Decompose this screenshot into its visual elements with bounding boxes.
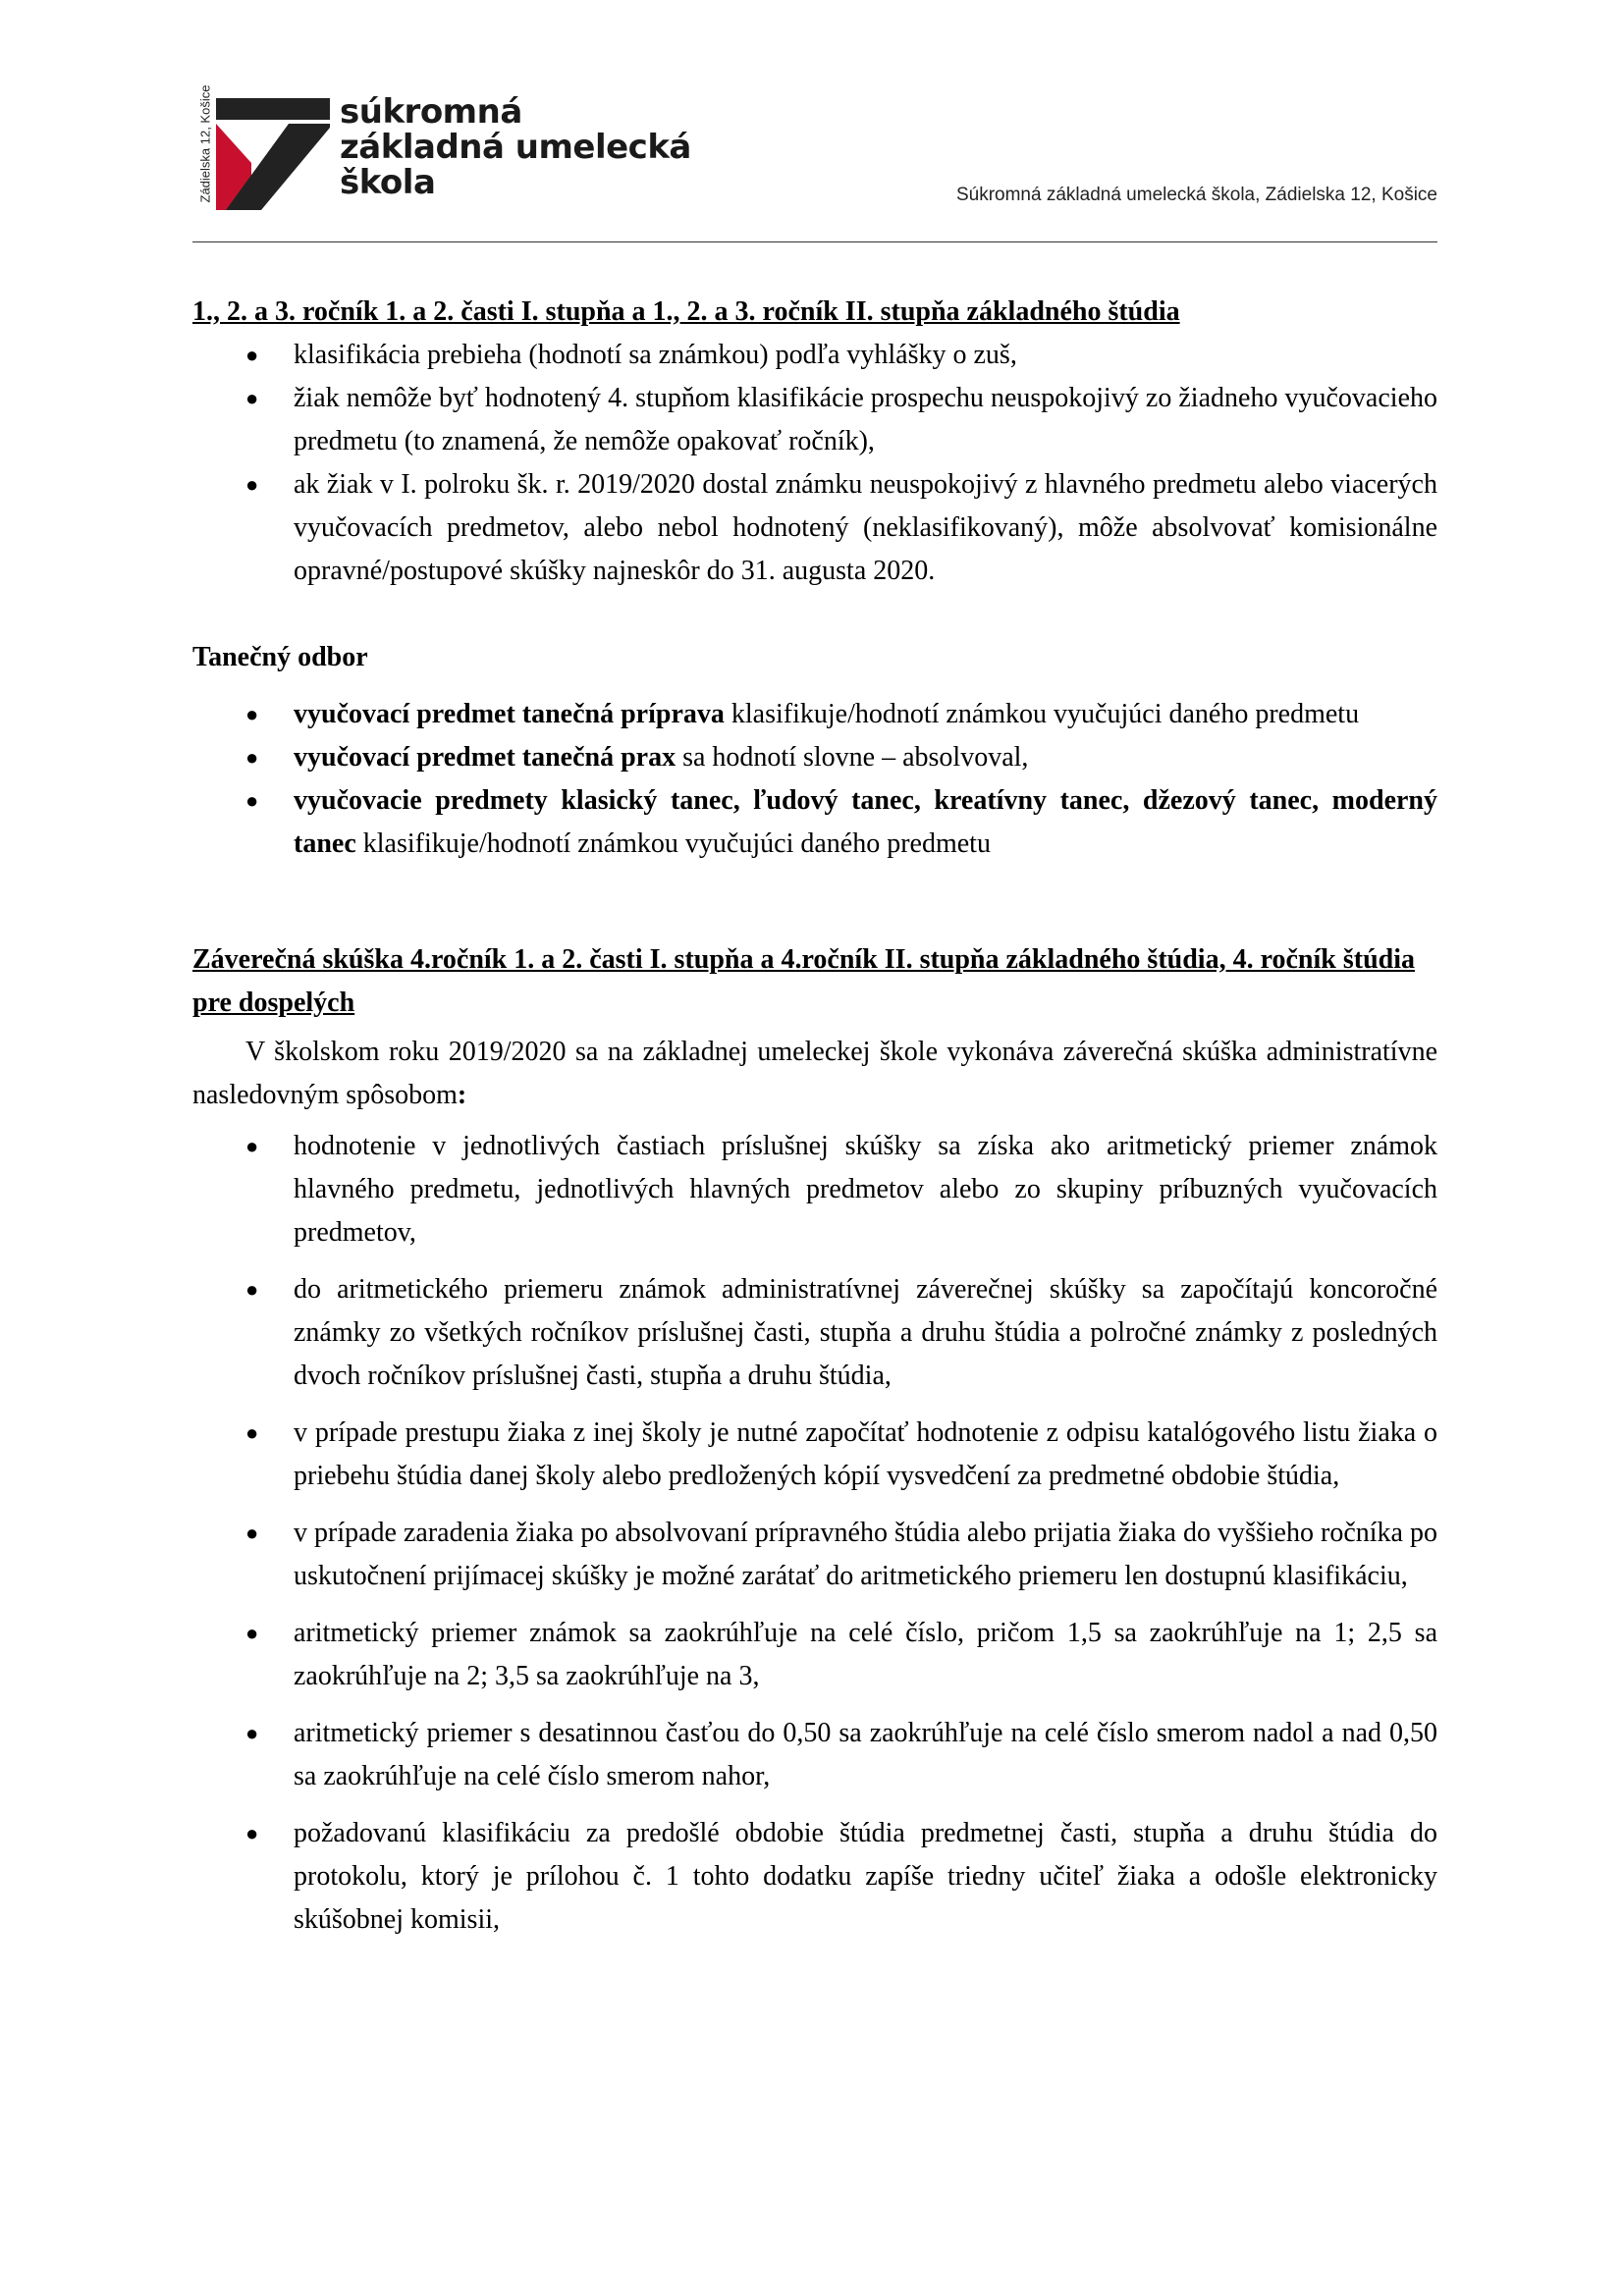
bullet-icon: ●	[245, 745, 259, 770]
bullet-icon: ●	[245, 1621, 259, 1645]
bullet-icon: ●	[245, 472, 259, 497]
section-title-dance: Tanečný odbor	[192, 642, 368, 672]
bullet-icon: ●	[245, 1521, 259, 1545]
logo-wordmark	[340, 94, 691, 200]
logo-line-3: škola	[340, 163, 436, 202]
list-item: ● ak žiak v I. polroku šk. r. 2019/2020 dostal známku neuspokojivý z hlavného predmetu alebo viacerých vyučovacích predmetov, alebo nebol hodnotený (neklasifikovaný), môže absolvovať komisionálne opravné/postupové skúšky najneskôr do 31. augusta 2020.	[192, 463, 1437, 593]
final-exam-intro: V školskom roku 2019/2020 sa na základnej umeleckej škole vykonáva záverečná skúška administratívne nasledovným spôsobom:	[192, 1037, 1437, 1110]
header-divider	[192, 241, 1437, 242]
bullet-icon: ●	[245, 702, 259, 726]
bullet-icon: ●	[245, 1721, 259, 1745]
final-exam-list	[192, 1125, 1437, 1942]
list-item: ● v prípade zaradenia žiaka po absolvovaní prípravného štúdia alebo prijatia žiaka do vyššieho ročníka po uskutočnení prijímacej skúšky je možné zarátať do aritmetického priemeru len dostupnú klasifikáciu,	[192, 1512, 1437, 1598]
logo-side-text: Zádielska 12, Košice	[197, 84, 213, 203]
list-item: ● žiak nemôže byť hodnotený 4. stupňom klasifikácie prospechu neuspokojivý zo žiadneho vyučovacieho predmetu (to znamená, že nemôže opakovať ročník),	[192, 377, 1437, 463]
dance-list	[192, 693, 1437, 866]
list-item: ● do aritmetického priemeru známok administratívnej záverečnej skúšky sa započítajú koncoročné známky zo všetkých ročníkov príslušnej časti, stupňa a druhu štúdia a polročné známky z posledných dvoch ročníkov príslušnej časti, stupňa a druhu štúdia,	[192, 1268, 1437, 1398]
bullet-icon: ●	[245, 788, 259, 813]
bullet-icon: ●	[245, 343, 259, 367]
page-header	[192, 84, 1437, 251]
bullet-icon: ●	[245, 386, 259, 410]
document-body	[192, 291, 1437, 1955]
grades-list	[192, 334, 1437, 593]
bullet-icon: ●	[245, 1134, 259, 1158]
logo-line-1: súkromná	[340, 92, 522, 132]
list-item: ● požadovanú klasifikáciu za predošlé obdobie štúdia predmetnej časti, stupňa a druhu štúdia do protokolu, ktorý je prílohou č. 1 tohto dodatku zapíše triedny učiteľ žiaka a odošle elektronicky skúšobnej komisii,	[192, 1812, 1437, 1942]
list-item: ● v prípade prestupu žiaka z inej školy je nutné započítať hodnotenie z odpisu katalógového listu žiaka o priebehu štúdia danej školy alebo predložených kópií vysvedčení za predmetné obdobie štúdia,	[192, 1412, 1437, 1498]
list-item: ● klasifikácia prebieha (hodnotí sa známkou) podľa vyhlášky o zuš,	[192, 334, 1437, 377]
logo-line-2: základná umelecká	[340, 128, 691, 167]
list-item: ● hodnotenie v jednotlivých častiach príslušnej skúšky sa získa ako aritmetický priemer známok hlavného predmetu, jednotlivých hlavných predmetov alebo zo skupiny príbuzných vyučovacích predmetov,	[192, 1125, 1437, 1255]
header-address: Súkromná základná umelecká škola, Zádielska 12, Košice	[955, 185, 1437, 205]
list-item: ● vyučovacie predmety klasický tanec, ľudový tanec, kreatívny tanec, džezový tanec, moderný tanec klasifikuje/hodnotí známkou vyučujúci daného predmetu	[192, 779, 1437, 866]
bullet-icon: ●	[245, 1420, 259, 1445]
section-title-grades: 1., 2. a 3. ročník 1. a 2. časti I. stupňa a 1., 2. a 3. ročník II. stupňa základného štúdia	[192, 296, 1180, 327]
list-item: ● vyučovací predmet tanečná prax sa hodnotí slovne – absolvoval,	[192, 736, 1437, 779]
bullet-icon: ●	[245, 1277, 259, 1302]
list-item: ● aritmetický priemer známok sa zaokrúhľuje na celé číslo, pričom 1,5 sa zaokrúhľuje na 1; 2,5 sa zaokrúhľuje na 2; 3,5 sa zaokrúhľuje na 3,	[192, 1612, 1437, 1698]
school-logo-icon	[192, 84, 330, 210]
bullet-icon: ●	[245, 1821, 259, 1845]
list-item: ● vyučovací predmet tanečná príprava klasifikuje/hodnotí známkou vyučujúci daného predmetu	[192, 693, 1437, 736]
section-title-final-exam: Záverečná skúška 4.ročník 1. a 2. časti I. stupňa a 4.ročník II. stupňa základného štúdia, 4. ročník štúdia pre dospelých	[192, 944, 1415, 1018]
list-item: ● aritmetický priemer s desatinnou časťou do 0,50 sa zaokrúhľuje na celé číslo smerom nadol a nad 0,50 sa zaokrúhľuje na celé číslo smerom nahor,	[192, 1712, 1437, 1798]
